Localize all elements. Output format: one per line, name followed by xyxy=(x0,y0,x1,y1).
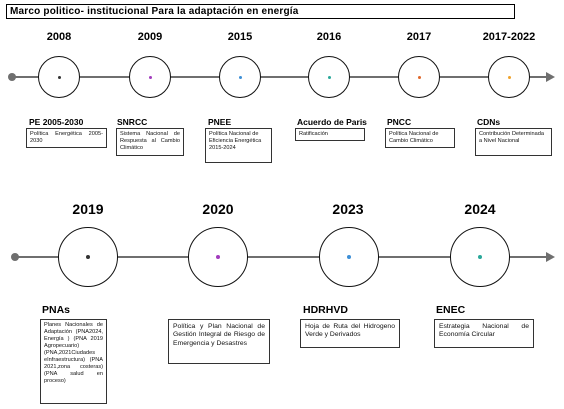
desc-box-cdns: Contribución Determinada a Nivel Nacional xyxy=(475,128,552,156)
label-hdrhvd: HDRHVD xyxy=(303,304,348,316)
desc-box-pnee: Política Nacional de Eficiencia Energética 2015-2024 xyxy=(205,128,272,163)
year-2017: 2017 xyxy=(406,31,432,43)
year-2024: 2024 xyxy=(464,201,496,217)
milestone-2017-circle xyxy=(398,56,440,98)
milestone-dot xyxy=(58,76,61,79)
milestone-2023-circle xyxy=(319,227,379,287)
label-snrcc: SNRCC xyxy=(117,117,148,127)
year-2016: 2016 xyxy=(316,31,342,43)
desc-box-pnas: Planes Nacionales de Adaptación (PNA2024, Energía ) (PNA 2019 Agropecuario) (PNA,2021Ciudades eInfraestructura) (PNA 2021,zona costeras) (PNA salud en proceso) xyxy=(40,319,107,404)
timeline-1-line xyxy=(12,76,547,78)
milestone-dot xyxy=(508,76,511,79)
milestone-2015-circle xyxy=(219,56,261,98)
milestone-dot xyxy=(239,76,242,79)
milestone-dot xyxy=(478,255,482,259)
label-pnee: PNEE xyxy=(208,117,232,127)
year-2015: 2015 xyxy=(227,31,253,43)
milestone-2008-circle xyxy=(38,56,80,98)
timeline-2-arrow-icon xyxy=(546,252,555,262)
desc-box-pncc: Política Nacional de Cambio Climático xyxy=(385,128,455,148)
milestone-dot xyxy=(86,255,90,259)
label-acuerdo-de-paris: Acuerdo de Paris xyxy=(297,117,367,127)
year-2023: 2023 xyxy=(332,201,364,217)
diagram-title: Marco politico- institucional Para la adaptación en energía xyxy=(6,4,515,19)
label-cdns: CDNs xyxy=(477,117,501,127)
year-2017-2022: 2017-2022 xyxy=(482,31,536,43)
label-enec: ENEC xyxy=(436,304,466,316)
milestone-2020-circle xyxy=(188,227,248,287)
label-pnas: PNAs xyxy=(42,304,71,316)
desc-box-gestion-riesgo: Política y Plan Nacional de Gestión Integral de Riesgo de Emergencia y Desastres xyxy=(168,319,270,364)
milestone-2009-circle xyxy=(129,56,171,98)
desc-box-enec: Estrategia Nacional de Economía Circular xyxy=(434,319,534,348)
year-2008: 2008 xyxy=(46,31,72,43)
milestone-dot xyxy=(149,76,152,79)
desc-box-hdrhvd: Hoja de Ruta del Hidrogeno Verde y Derivados xyxy=(300,319,400,348)
year-2019: 2019 xyxy=(72,201,104,217)
timeline-1-arrow-icon xyxy=(546,72,555,82)
milestone-dot xyxy=(347,255,351,259)
milestone-dot xyxy=(216,255,220,259)
label-pe-2005-2030: PE 2005-2030 xyxy=(29,117,84,127)
milestone-2019-circle xyxy=(58,227,118,287)
label-pncc: PNCC xyxy=(387,117,412,127)
milestone-2024-circle xyxy=(450,227,510,287)
desc-box-pe-2005-2030: Política Energética 2005-2030 xyxy=(26,128,107,148)
desc-box-snrcc: Sistema Nacional de Respuesta al Cambio Climático xyxy=(116,128,184,156)
milestone-dot xyxy=(328,76,331,79)
milestone-2017-2022-circle xyxy=(488,56,530,98)
desc-box-acuerdo-de-paris: Ratificación xyxy=(295,128,365,141)
milestone-dot xyxy=(418,76,421,79)
year-2020: 2020 xyxy=(202,201,234,217)
milestone-2016-circle xyxy=(308,56,350,98)
year-2009: 2009 xyxy=(137,31,163,43)
